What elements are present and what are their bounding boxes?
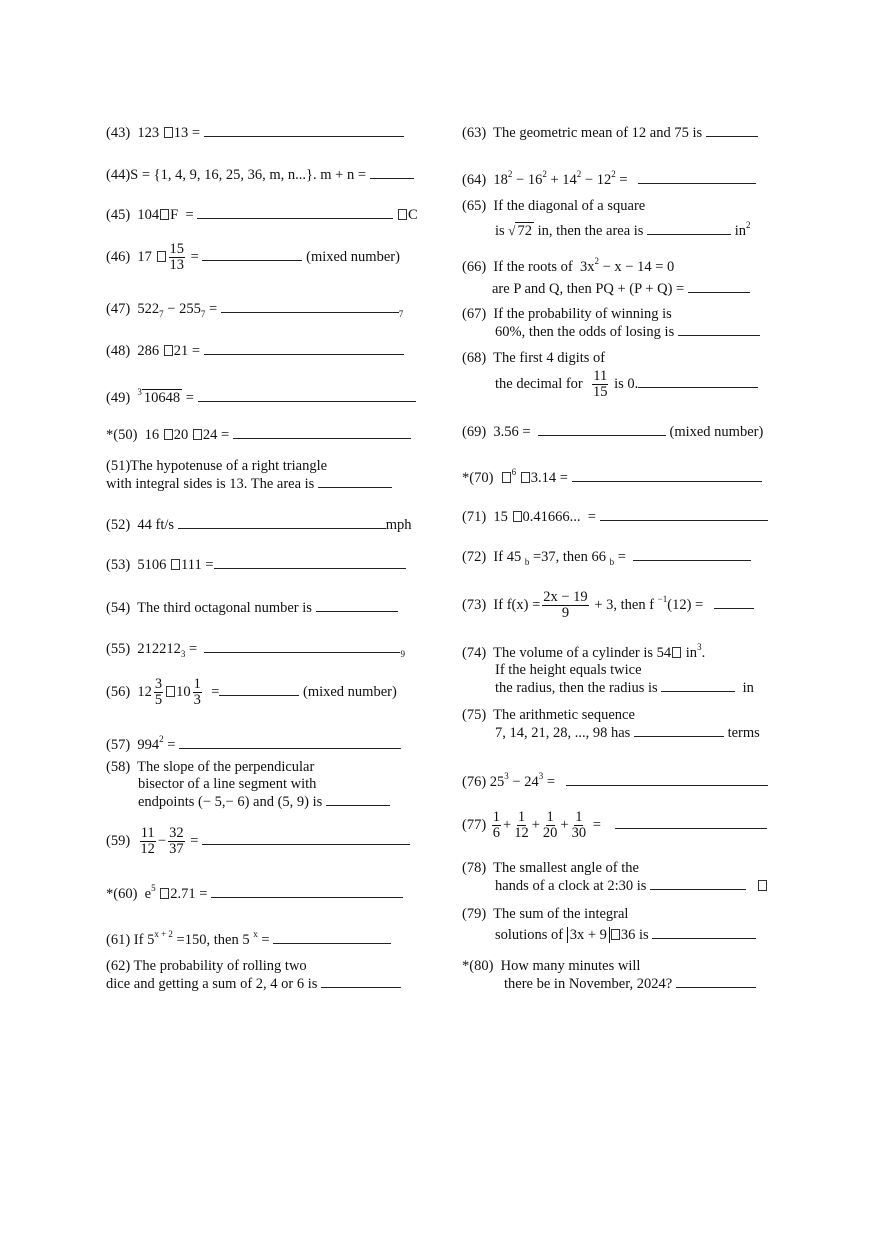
fraction: $\frac{1}{12}$ <box>514 809 529 841</box>
degree-box-icon <box>398 209 407 220</box>
operator-box-icon <box>157 251 166 262</box>
answer-blank[interactable] <box>197 206 393 219</box>
operator-box-icon <box>164 429 173 440</box>
answer-blank[interactable] <box>221 300 399 313</box>
problem-75: (75) The arithmetic sequence 7, 14, 21, 28, ..., 98 has terms <box>462 707 760 741</box>
degree-box-icon <box>160 209 169 220</box>
problem-50: *(50) 16 20 24 = <box>106 426 411 444</box>
answer-blank[interactable] <box>638 375 758 388</box>
answer-blank[interactable] <box>538 423 666 436</box>
degree-box-icon <box>758 880 767 891</box>
fraction: $\frac{1}{3}$ <box>193 676 201 708</box>
problem-73: (73) If f(x) = $\frac{2x - 19}{9}$ + 3, then f $^{-1}$(12) = <box>462 590 754 621</box>
problem-70: *(70) $^6$ 3.14 = <box>462 464 762 487</box>
answer-blank[interactable] <box>198 389 416 402</box>
problem-64: (64) $18^2 - 16^2 + 14^2 - 12^2$ = <box>462 166 756 189</box>
problem-60: *(60) $e^5$ 2.71 = <box>106 880 403 903</box>
operator-box-icon <box>166 686 175 697</box>
answer-blank[interactable] <box>600 508 768 521</box>
problem-80: *(80) How many minutes will there be in November, 2024? <box>462 958 756 993</box>
answer-blank[interactable] <box>706 124 758 137</box>
operator-box-icon <box>611 929 620 940</box>
problem-58: (58) The slope of the perpendicular bisector of a line segment with endpoints (− 5,− 6) and (5, 9) is <box>106 759 390 811</box>
problem-54: (54) The third octagonal number is <box>106 599 398 617</box>
answer-blank[interactable] <box>178 516 386 529</box>
problem-51: (51)The hypotenuse of a right triangle with integral sides is 13. The area is <box>106 458 392 493</box>
problem-59: (59) $\frac{11}{12}$ − $\frac{32}{37}$ = <box>106 826 410 857</box>
answer-blank[interactable] <box>204 342 404 355</box>
answer-blank[interactable] <box>321 975 401 988</box>
answer-blank[interactable] <box>652 926 756 939</box>
answer-blank[interactable] <box>661 679 735 692</box>
problem-46: (46) 17 $\frac{15}{13}$ = (mixed number) <box>106 241 400 273</box>
answer-blank[interactable] <box>688 280 750 293</box>
problem-72: (72) If 45 $_b$ =37, then 66 $_b$ = <box>462 548 751 571</box>
problem-74: (74) The volume of a cylinder is 54 $in^3$. If the height equals twice the radius, then the radius is in <box>462 642 754 696</box>
radical-sign-icon: √ <box>508 223 516 238</box>
problem-43: (43) 123 13 = <box>106 124 404 142</box>
fraction: $\frac{1}{6}$ <box>492 809 501 841</box>
radical: 10648 <box>143 390 181 406</box>
problem-77: (77) $\frac{1}{6}$ + $\frac{1}{12}$ + $\frac{1}{20}$ + $\frac{1}{30}$ = <box>462 810 767 841</box>
answer-blank[interactable] <box>202 832 410 845</box>
problem-45: (45) 104 F = C <box>106 207 418 223</box>
answer-blank[interactable] <box>566 773 768 786</box>
problem-57: (57) $994^2$ = <box>106 731 401 754</box>
answer-blank[interactable] <box>211 885 403 898</box>
answer-blank[interactable] <box>370 166 414 179</box>
answer-blank[interactable] <box>326 793 390 806</box>
problem-63: (63) The geometric mean of 12 and 75 is <box>462 124 758 142</box>
problem-56: (56) 12 $\frac{3}{5}$ 10 $\frac{1}{3}$ = (mixed number) <box>106 676 397 708</box>
problem-69: (69) 3.56 = (mixed number) <box>462 424 764 440</box>
operator-box-icon <box>164 127 173 138</box>
answer-blank[interactable] <box>233 426 411 439</box>
problem-47: (47) $522_7 - 255_7 = _7$ <box>106 301 404 319</box>
answer-blank[interactable] <box>318 475 392 488</box>
answer-blank[interactable] <box>634 724 724 737</box>
pi-box-icon <box>502 472 511 483</box>
answer-blank[interactable] <box>650 877 746 890</box>
answer-blank[interactable] <box>678 323 760 336</box>
problem-61: (61) If $5^{x + 2} =150$, then 5 $^x$ = <box>106 926 391 949</box>
operator-box-icon <box>164 345 173 356</box>
problem-68: (68) The first 4 digits of the decimal for $\frac{11}{15}$ is 0. <box>462 350 758 400</box>
operator-box-icon <box>160 888 169 899</box>
answer-blank[interactable] <box>647 222 731 235</box>
answer-blank[interactable] <box>676 975 756 988</box>
operator-box-icon <box>513 511 522 522</box>
fraction: $\frac{2x - 19}{9}$ <box>543 589 588 621</box>
answer-blank[interactable] <box>316 599 398 612</box>
fraction: $\frac{11}{15}$ <box>593 368 608 400</box>
problem-55: (55) $212212_3 = _9$ <box>106 641 405 659</box>
problem-71: (71) 15 0.41666... = <box>462 508 768 526</box>
answer-blank[interactable] <box>202 248 302 261</box>
operator-box-icon <box>171 559 180 570</box>
problem-44: (44)S = {1, 4, 9, 16, 25, 36, m, n...}. m + n = <box>106 166 414 184</box>
answer-blank[interactable] <box>214 556 406 569</box>
fraction: $\frac{11}{12}$ <box>140 825 155 857</box>
answer-blank[interactable] <box>204 124 404 137</box>
absolute-value: 3x + 9 <box>567 927 610 943</box>
answer-blank[interactable] <box>638 171 756 184</box>
fraction: $\frac{32}{37}$ <box>169 825 184 857</box>
problem-53: (53) 5106 111 = <box>106 556 406 574</box>
problem-52: (52) 44 ft/s mph <box>106 517 412 533</box>
fraction: $\frac{1}{20}$ <box>542 809 558 841</box>
problem-78: (78) The smallest angle of the hands of a clock at 2:30 is <box>462 860 768 895</box>
problem-76: (76) $25^3 - 24^3$ = <box>462 768 768 791</box>
answer-blank[interactable] <box>633 548 751 561</box>
problem-67: (67) If the probability of winning is 60%, then the odds of losing is <box>462 306 760 341</box>
fraction: $\frac{15}{13}$ <box>169 241 185 273</box>
answer-blank[interactable] <box>615 816 767 829</box>
answer-blank[interactable] <box>273 931 391 944</box>
answer-blank[interactable] <box>714 596 754 609</box>
answer-blank[interactable] <box>179 736 401 749</box>
answer-blank[interactable] <box>572 469 762 482</box>
answer-blank[interactable] <box>204 640 400 653</box>
problem-65: (65) If the diagonal of a square is √ 72 in, then the area is $in^2$ <box>462 198 751 239</box>
problem-79: (79) The sum of the integral solutions of 3x + 9 36 is <box>462 906 756 944</box>
operator-box-icon <box>521 472 530 483</box>
problem-66: (66) If the roots of $3x^2 - x - 14 = 0$ are P and Q, then PQ + (P + Q) = <box>462 253 750 298</box>
problem-48: (48) 286 21 = <box>106 342 404 360</box>
fraction: $\frac{1}{30}$ <box>571 809 587 841</box>
operator-box-icon <box>193 429 202 440</box>
pi-box-icon <box>672 647 681 658</box>
problem-62: (62) The probability of rolling two dice and getting a sum of 2, 4 or 6 is <box>106 958 401 993</box>
fraction: $\frac{3}{5}$ <box>154 676 163 708</box>
problem-49: (49) $^3$ 10648 = <box>106 384 416 407</box>
answer-blank[interactable] <box>219 683 299 696</box>
